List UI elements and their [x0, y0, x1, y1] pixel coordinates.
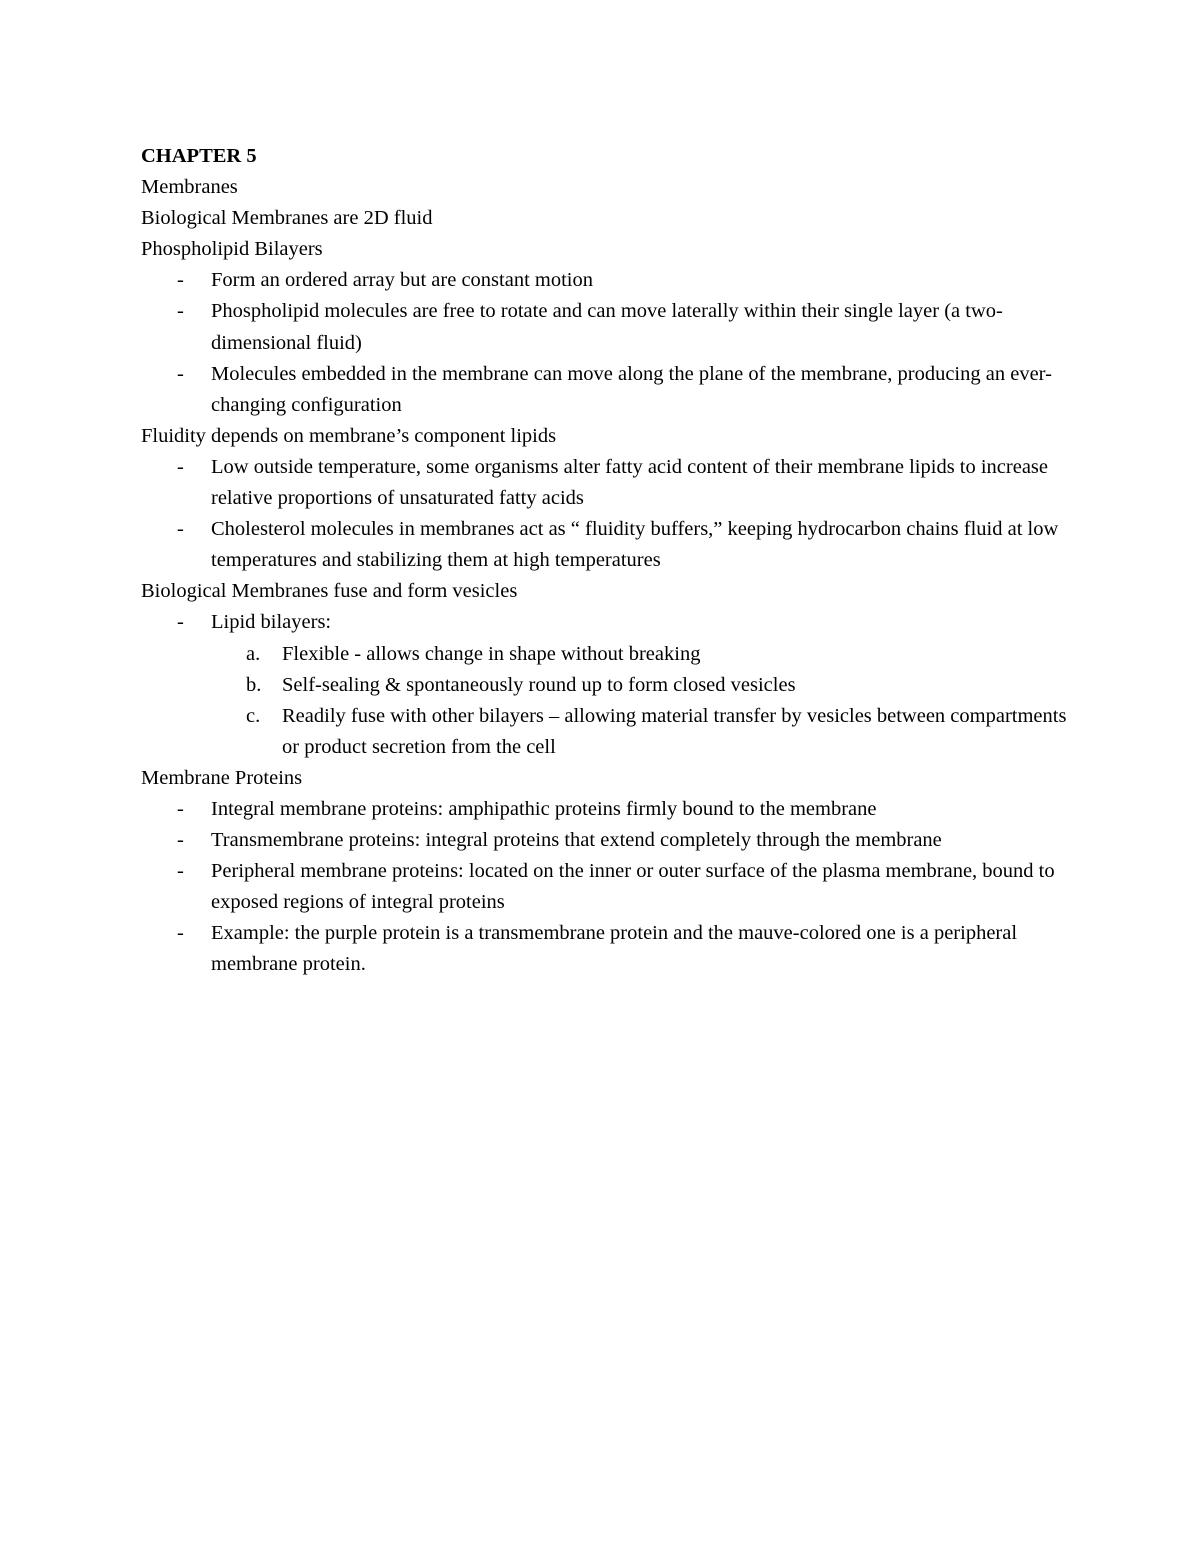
list-item [141, 359, 1071, 421]
list-item [141, 825, 1071, 856]
list-item [141, 514, 1071, 576]
sub-list-text: Self-sealing & spontaneously round up to form closed vesicles [282, 673, 796, 696]
list-item-text: Form an ordered array but are constant motion [211, 269, 593, 292]
bullet-dash: - [177, 269, 184, 292]
list-item-text: Example: the purple protein is a transmembrane protein and the mauve-colored one is a peripheral membrane protein. [211, 922, 1018, 976]
bullet-dash: - [177, 518, 184, 541]
bullet-dash: - [177, 455, 184, 478]
section-heading: Phospholipid Bilayers [141, 238, 323, 261]
sub-list-marker: b. [246, 673, 262, 696]
list-item [141, 607, 1071, 638]
bullet-dash: - [177, 922, 184, 945]
list-item [141, 918, 1071, 980]
list-item [141, 265, 1071, 296]
section-heading: Membrane Proteins [141, 766, 303, 789]
list-item-text: Peripheral membrane proteins: located on the inner or outer surface of the plasma membrane, bound to exposed regions of integral proteins [211, 860, 1055, 914]
section-heading: Biological Membranes are 2D fluid [141, 207, 433, 230]
sub-list-item [141, 701, 1071, 763]
bullet-dash: - [177, 362, 184, 385]
sub-list-text: Flexible - allows change in shape without breaking [282, 642, 701, 665]
list-item-text: Lipid bilayers: [211, 611, 332, 634]
list-item [141, 452, 1071, 514]
bullet-dash: - [177, 860, 184, 883]
document-page [141, 141, 1071, 981]
bullet-dash: - [177, 829, 184, 852]
list-item-text: Transmembrane proteins: integral proteins that extend completely through the membrane [211, 829, 942, 852]
sub-list-marker: a. [246, 642, 261, 665]
bullet-dash: - [177, 300, 184, 323]
sub-list-item [141, 670, 1071, 701]
list-item [141, 296, 1071, 358]
list-item-text: Phospholipid molecules are free to rotate and can move laterally within their single layer (a two-dimensional fluid) [211, 300, 1003, 354]
list-item-text: Low outside temperature, some organisms alter fatty acid content of their membrane lipids to increase relative proportions of unsaturated fatty acids [211, 455, 1049, 510]
bullet-dash: - [177, 611, 184, 634]
list-item [141, 794, 1071, 825]
list-item-text: Integral membrane proteins: amphipathic proteins firmly bound to the membrane [211, 797, 877, 820]
list-item-text: Cholesterol molecules in membranes act as “ fluidity buffers,” keeping hydrocarbon chains fluid at low temperatures and stabilizing them at high temperatures [211, 518, 1059, 572]
chapter-title: CHAPTER 5 [141, 145, 257, 167]
list-item [141, 856, 1071, 918]
bullet-dash: - [177, 797, 184, 820]
sub-list-text: Readily fuse with other bilayers – allowing material transfer by vesicles between compartments or product secretion from the cell [282, 704, 1067, 758]
section-heading: Fluidity depends on membrane’s component lipids [141, 424, 557, 447]
sub-list-item [141, 639, 1071, 670]
list-item-text: Molecules embedded in the membrane can move along the plane of the membrane, producing an ever-changing configuration [211, 362, 1052, 416]
section-heading: Biological Membranes fuse and form vesicles [141, 580, 518, 603]
sub-list-marker: c. [246, 704, 261, 727]
topic-heading: Membranes [141, 176, 238, 199]
